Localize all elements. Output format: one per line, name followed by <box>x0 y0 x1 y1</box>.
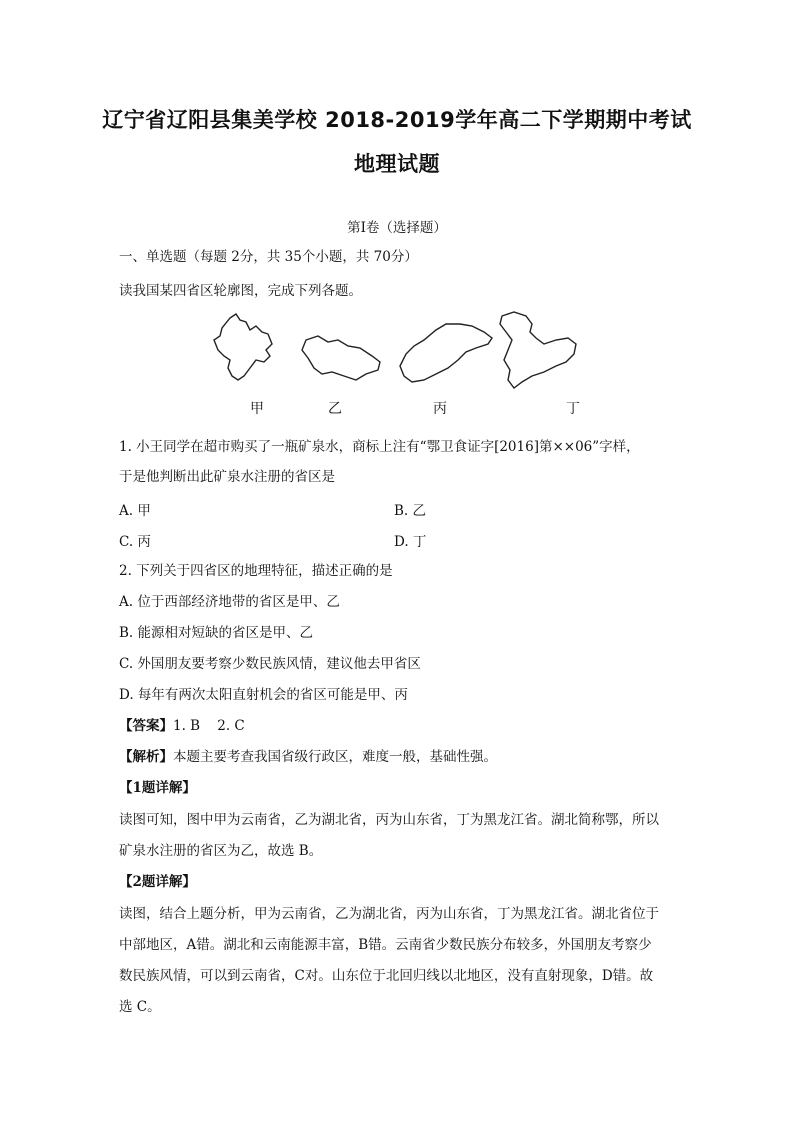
q1-option-c: C. 丙 <box>119 534 151 550</box>
analysis-line <box>119 748 679 766</box>
analysis-tag: 【解析】 <box>119 749 173 765</box>
detail2-line-3: 数民族风情，可以到云南省，C对。山东位于北回归线以北地区，没有直射现象，D错。故 <box>119 968 654 984</box>
analysis-text: 本题主要考查我国省级行政区，难度一般，基础性强。 <box>173 749 497 765</box>
q1-option-d: D. 丁 <box>394 534 427 550</box>
map-label-yi: 乙 <box>328 401 342 417</box>
q1-option-a: A. 甲 <box>119 503 151 519</box>
title-line-2: 地理试题 <box>354 152 440 176</box>
detail1-line-1: 读图可知，图中甲为云南省，乙为湖北省，丙为山东省，丁为黑龙江省。湖北简称鄂，所以 <box>119 812 659 828</box>
map-label-jia: 甲 <box>250 401 264 417</box>
volume-heading: 第Ⅰ卷（选择题） <box>347 220 447 236</box>
province-outline-figure <box>210 310 590 395</box>
map-label-bing: 丙 <box>433 401 447 417</box>
hubei-outline <box>302 336 380 380</box>
title-line-1: 辽宁省辽阳县集美学校 2018-2019学年高二下学期期中考试 <box>102 108 692 132</box>
shandong-outline <box>400 324 492 382</box>
figure-intro: 读我国某四省区轮廓图，完成下列各题。 <box>119 283 362 299</box>
map-label-ding: 丁 <box>566 401 580 417</box>
part-heading: 一、单选题（每题 2分，共 35个小题，共 70分） <box>119 249 418 265</box>
yunnan-outline <box>214 314 272 380</box>
answer-text: 1. B 2. C <box>173 718 245 734</box>
q2-option-c: C. 外国朋友要考察少数民族风情，建议他去甲省区 <box>119 656 421 672</box>
q2-option-b: B. 能源相对短缺的省区是甲、乙 <box>119 625 314 641</box>
detail2-line-2: 中部地区，A错。湖北和云南能源丰富，B错。云南省少数民族分布较多，外国朋友考察少 <box>119 937 652 953</box>
detail1-heading: 【1题详解】 <box>119 780 196 796</box>
detail2-line-1: 读图，结合上题分析，甲为云南省，乙为湖北省，丙为山东省，丁为黑龙江省。湖北省位于 <box>119 906 659 922</box>
heilongjiang-outline <box>500 312 576 388</box>
q1-option-b: B. 乙 <box>394 503 427 519</box>
q1-stem-line-1: 1. 小王同学在超市购买了一瓶矿泉水，商标上注有“鄂卫食证字[2016]第××06”字样， <box>119 439 640 455</box>
q2-option-a: A. 位于西部经济地带的省区是甲、乙 <box>119 594 340 610</box>
q2-option-d: D. 每年有两次太阳直射机会的省区可能是甲、丙 <box>119 687 408 703</box>
answer-line <box>119 717 679 735</box>
detail2-line-4: 选 C。 <box>119 999 161 1015</box>
detail2-heading: 【2题详解】 <box>119 874 196 890</box>
answer-tag: 【答案】 <box>119 718 173 734</box>
q1-stem-line-2: 于是他判断出此矿泉水注册的省区是 <box>119 469 335 485</box>
detail1-line-2: 矿泉水注册的省区为乙，故选 B。 <box>119 843 323 859</box>
q2-stem: 2. 下列关于四省区的地理特征，描述正确的是 <box>119 563 393 579</box>
